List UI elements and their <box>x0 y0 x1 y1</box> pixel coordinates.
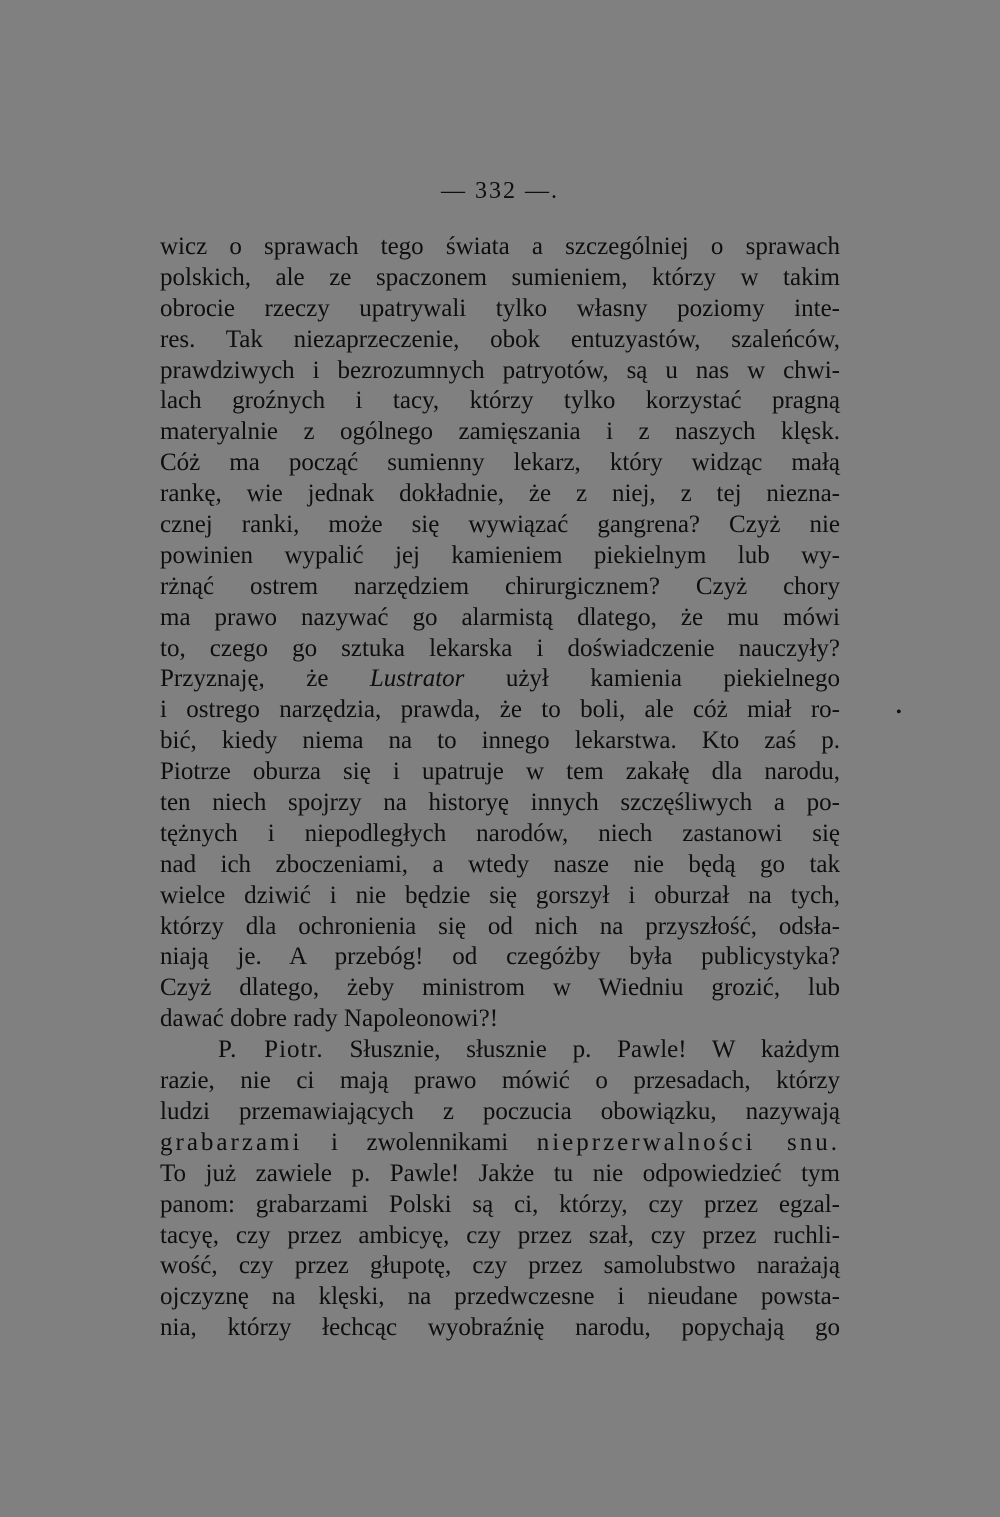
body-text <box>160 232 840 1344</box>
page-number: — 332 —. <box>441 178 559 204</box>
text-line: wielce dziwić i nie będzie się gorszył i oburzał na tych, <box>160 881 840 909</box>
text-line: którzy dla ochronienia się od nich na przyszłość, odsła- <box>160 912 840 940</box>
text-line: materyalnie z ogólnego zamięszania i z naszych klęsk. <box>160 418 840 446</box>
text-line: dawać dobre rady Napoleonowi?! <box>160 1005 499 1033</box>
text-line: rankę, wie jednak dokładnie, że z niej, z tej niezna- <box>160 480 840 508</box>
text-line: P. Piotr. Słusznie, słusznie p. Pawle! W każdym <box>218 1036 841 1064</box>
text-line: wość, czy przez głupotę, czy przez samolubstwo narażają <box>160 1252 840 1280</box>
margin-mark: • <box>896 704 902 721</box>
text-line: niają je. A przebóg! od czegóżby była publicystyka? <box>160 943 840 971</box>
text-line: polskich, ale ze spaczonem sumieniem, którzy w takim <box>160 263 840 291</box>
text-line: Cóż ma począć sumienny lekarz, który widząc małą <box>160 449 840 477</box>
text-line: nia, którzy łechcąc wyobraźnię narodu, popychają go <box>160 1314 840 1342</box>
text-line: razie, nie ci mają prawo mówić o przesadach, którzy <box>160 1067 840 1095</box>
text-line: ma prawo nazywać go alarmistą dlatego, że mu mówi <box>160 603 840 631</box>
text-line: nad ich zboczeniami, a wtedy nasze nie będą go tak <box>160 850 840 878</box>
text-line: obrocie rzeczy upatrywali tylko własny poziomy inte- <box>160 294 840 322</box>
text-line: cznej ranki, może się wywiązać gangrena? Czyż nie <box>160 511 840 539</box>
text-line: ludzi przemawiających z poczucia obowiązku, nazywają <box>160 1097 840 1125</box>
text-line: Czyż dlatego, żeby ministrom w Wiedniu grozić, lub <box>160 974 840 1002</box>
italic-title: Lustrator <box>369 665 465 693</box>
text-line: tężnych i niepodległych narodów, niech zastanowi się <box>160 819 840 847</box>
text-line: lach groźnych i tacy, którzy tylko korzystać pragną <box>160 387 840 415</box>
text-line: powinien wypalić jej kamieniem piekielnym lub wy- <box>160 541 840 569</box>
text-line: i ostrego narzędzia, prawda, że to boli, ale cóż miał ro- <box>160 696 840 724</box>
text-line: wicz o sprawach tego świata a szczególniej o sprawach <box>160 233 840 260</box>
text-line: ojczyznę na klęski, na przedwczesne i nieudane powsta- <box>160 1283 840 1311</box>
text-line: to, czego go sztuka lekarska i doświadczenie nauczyły? <box>160 634 840 662</box>
text-line: ten niech spojrzy na historyę innych szczęśliwych a po- <box>160 789 840 817</box>
text-line: To już zawiele p. Pawle! Jakże tu nie odpowiedzieć tym <box>160 1159 840 1187</box>
text-line: bić, kiedy niema na to innego lekarstwa. Kto zaś p. <box>160 727 840 755</box>
text-line: tacyę, czy przez ambicyę, czy przez szał, czy przez ruchli- <box>160 1221 840 1249</box>
text-line: Piotrze oburza się i upatruje w tem zakałę dla narodu, <box>160 758 840 786</box>
text-line: Przyznaję, że Lustrator użył kamienia piekielnego <box>160 665 840 693</box>
text-line: grabarzami i zwolennikami nieprzerwalności snu. <box>160 1128 840 1156</box>
text-line: panom: grabarzami Polski są ci, którzy, czy przez egzal- <box>160 1190 840 1218</box>
speaker-name: P. Piotr. <box>218 1036 324 1064</box>
text-line: prawdziwych i bezrozumnych patryotów, są u nas w chwi- <box>160 356 840 384</box>
text-line: rżnąć ostrem narzędziem chirurgicznem? Czyż chory <box>160 572 840 600</box>
text-line: res. Tak niezaprzeczenie, obok entuzyastów, szaleńców, <box>160 325 840 353</box>
